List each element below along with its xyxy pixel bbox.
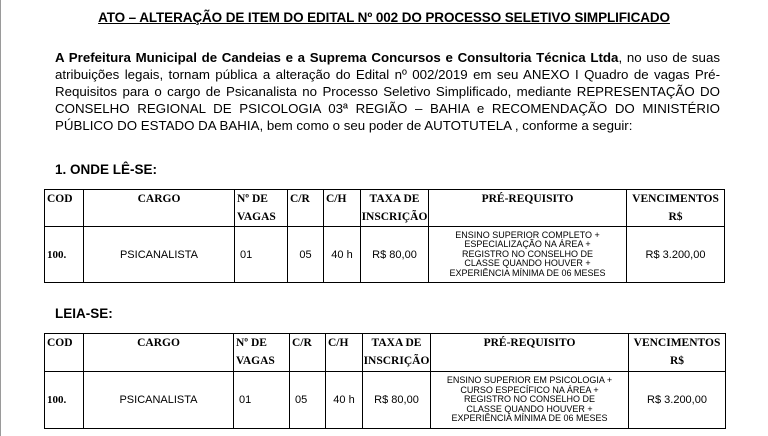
requisito-line: REGISTRO NO CONSELHO DE <box>461 248 594 259</box>
header-cargo: CARGO <box>84 190 235 227</box>
cell-requisito <box>429 227 627 283</box>
header-requisito: PRÉ-REQUISITO <box>431 334 629 372</box>
header-cr: C/R <box>288 190 324 227</box>
requisito-line: CLASSE QUANDO HOUVER + <box>466 403 593 414</box>
header-taxa: TAXA DE INSCRIÇÃO <box>361 190 429 227</box>
requisito-line: REGISTRO NO CONSELHO DE <box>463 394 596 405</box>
table-leia <box>44 333 726 429</box>
cell-taxa: R$ 80,00 <box>363 372 431 429</box>
section-heading-leia: LEIA-SE: <box>55 306 113 321</box>
requisito-line: EXPERIÊNCIA MÍNIMA DE 06 MESES <box>451 413 608 424</box>
intro-line-3: Requisitos para o cargo de Psicanalista no Processo Seletivo Simplificado, mediante REPRESENTAÇÃO DO <box>55 84 720 99</box>
intro-line-5: DO ESTADO DA BAHIA, bem como o seu poder de AUTOTUTELA , conforme a seguir: <box>117 118 633 133</box>
cell-vagas: 01 <box>234 372 290 429</box>
cell-cod: 100. <box>45 227 84 283</box>
requisito-line: CURSO ESPECÍFICO NA ÁREA + <box>460 384 599 395</box>
intro-line-1: , no uso de suas <box>618 50 720 65</box>
table-header-row <box>45 190 725 227</box>
requisito-line: ESPECIALIZAÇÃO NA ÁREA + <box>464 239 591 250</box>
cell-vagas: 01 <box>235 227 288 283</box>
header-vagas: Nº DE VAGAS <box>235 190 288 227</box>
cell-vencimentos: R$ 3.200,00 <box>627 227 725 283</box>
header-cod: COD <box>45 190 84 227</box>
header-taxa: TAXA DE INSCRIÇÃO <box>363 334 431 372</box>
table-header-row <box>45 334 726 372</box>
table-row <box>45 227 725 283</box>
header-vencimentos: VENCIMENTOS R$ <box>629 334 726 372</box>
header-cargo: CARGO <box>84 334 234 372</box>
cell-cr: 05 <box>288 227 324 283</box>
intro-paragraph <box>55 49 720 134</box>
cell-cr: 05 <box>290 372 326 429</box>
cell-taxa: R$ 80,00 <box>361 227 429 283</box>
table-onde <box>44 189 725 283</box>
intro-line-2: atribuições legais, tornam pública a alteração do Edital nº 002/2019 em seu ANEXO I Quadro de vagas Pré- <box>55 67 720 82</box>
header-vagas: Nº DE VAGAS <box>234 334 290 372</box>
header-ch: C/H <box>326 334 363 372</box>
table-row <box>45 372 726 429</box>
header-vencimentos: VENCIMENTOS R$ <box>627 190 725 227</box>
header-requisito: PRÉ-REQUISITO <box>429 190 627 227</box>
cell-ch: 40 h <box>324 227 361 283</box>
requisito-line: EXPERIÊNCIA MÍNIMA DE 06 MESES <box>449 267 606 278</box>
requisito-line: ENSINO SUPERIOR COMPLETO + <box>455 229 600 240</box>
cell-requisito <box>431 372 629 429</box>
cell-cod: 100. <box>45 372 84 429</box>
cell-vencimentos: R$ 3.200,00 <box>629 372 726 429</box>
requisito-line: CLASSE QUANDO HOUVER + <box>464 258 591 269</box>
intro-bold-text: A Prefeitura Municipal de Candeias e a Suprema Concursos e Consultoria Técnica Ltda <box>55 50 619 65</box>
requisito-line: ENSINO SUPERIOR EM PSICOLOGIA + <box>446 375 613 386</box>
header-cod: COD <box>45 334 84 372</box>
header-ch: C/H <box>324 190 361 227</box>
section-heading-onde: 1. ONDE LÊ-SE: <box>55 162 158 177</box>
page-left-border <box>0 0 1 436</box>
cell-cargo: PSICANALISTA <box>84 372 234 429</box>
cell-cargo: PSICANALISTA <box>84 227 235 283</box>
document-title: ATO – ALTERAÇÃO DE ITEM DO EDITAL Nº 002 DO PROCESSO SELETIVO SIMPLIFICADO <box>98 10 670 25</box>
cell-ch: 40 h <box>326 372 363 429</box>
intro-line-4: CONSELHO REGIONAL DE PSICOLOGIA 03ª REGIÃO – BAHIA e RECOMENDAÇÃO DO MINISTÉRIO PÚBLICO <box>55 101 720 133</box>
header-cr: C/R <box>290 334 326 372</box>
